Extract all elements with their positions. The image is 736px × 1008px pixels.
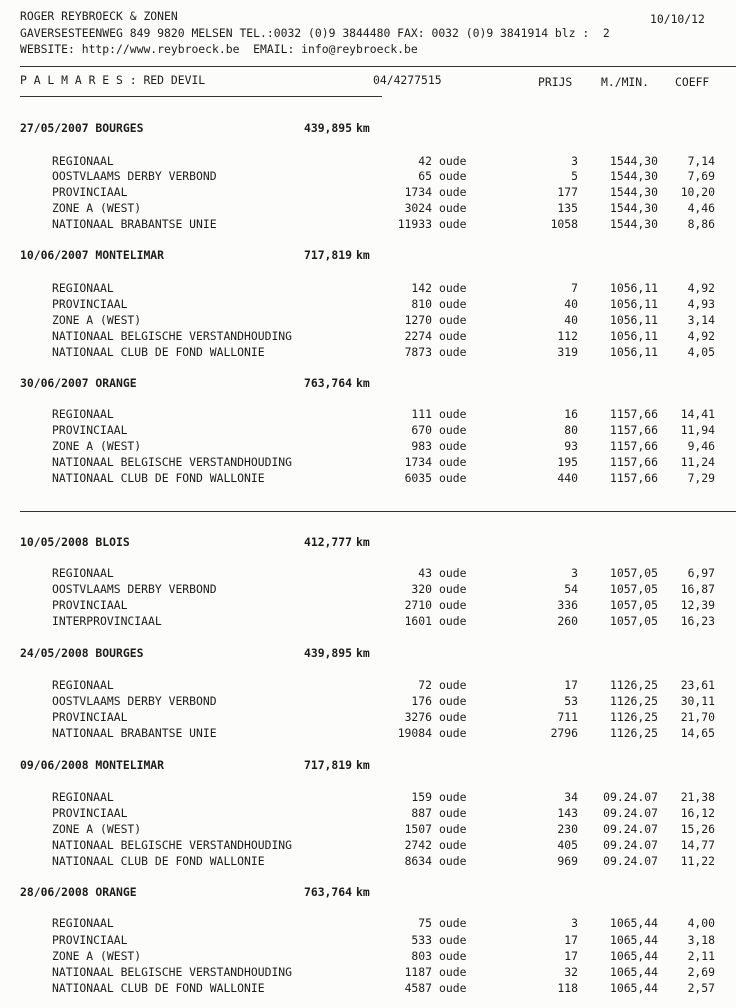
pigeon-count: 320 [411,582,432,596]
category-label: oude [439,981,467,995]
col-header-coeff: COEFF [675,75,710,89]
category-label: oude [439,582,467,596]
pigeon-count: 2274 [404,329,432,343]
table-row [0,581,736,597]
race-unit: km [356,535,370,549]
coefficient: 14,77 [680,838,715,852]
pigeon-count: 142 [411,281,432,295]
table-row [0,677,736,693]
speed-value: 1126,25 [609,726,658,740]
race-distance: 439,895 [303,121,352,135]
prize-rank: 7 [571,281,578,295]
table-row [0,613,736,629]
speed-value: 1057,05 [609,582,658,596]
speed-value: 1157,66 [609,455,658,469]
prize-rank: 118 [557,981,578,995]
table-row [0,915,736,931]
palmares-title: P A L M A R E S : RED DEVIL [20,73,206,87]
pigeon-count: 111 [411,407,432,421]
coefficient: 14,65 [680,726,715,740]
top-rule [20,66,736,67]
race-title: 09/06/2008 MONTELIMAR [20,758,165,772]
speed-value: 1056,11 [609,281,658,295]
pigeon-count: 11933 [397,217,432,231]
pigeon-count: 1187 [404,965,432,979]
race-unit: km [356,121,370,135]
category-label: oude [439,201,467,215]
coefficient: 3,18 [687,933,715,947]
category-label: oude [439,185,467,199]
speed-value: 1157,66 [609,439,658,453]
federation-name: PROVINCIAAL [52,933,128,947]
pigeon-count: 983 [411,439,432,453]
race-distance: 717,819 [303,248,352,262]
table-row [0,406,736,422]
pigeon-count: 533 [411,933,432,947]
prize-rank: 195 [557,455,578,469]
table-row [0,709,736,725]
federation-name: NATIONAAL BELGISCHE VERSTANDHOUDING [52,455,293,469]
coefficient: 3,14 [687,313,715,327]
coefficient: 7,29 [687,471,715,485]
coefficient: 4,92 [687,281,715,295]
speed-value: 1157,66 [609,423,658,437]
speed-value: 1056,11 [609,329,658,343]
prize-rank: 405 [557,838,578,852]
category-label: oude [439,169,467,183]
federation-name: NATIONAAL CLUB DE FOND WALLONIE [52,981,265,995]
federation-name: REGIONAAL [52,407,114,421]
prize-rank: 711 [557,710,578,724]
prize-rank: 3 [571,154,578,168]
table-row [0,200,736,216]
col-header-prijs: PRIJS [538,75,573,89]
federation-name: NATIONAAL CLUB DE FOND WALLONIE [52,345,265,359]
prize-rank: 135 [557,201,578,215]
coefficient: 4,00 [687,916,715,930]
category-label: oude [439,598,467,612]
speed-value: 1057,05 [609,614,658,628]
table-row [0,853,736,869]
coefficient: 12,39 [680,598,715,612]
race-title: 28/06/2008 ORANGE [20,885,137,899]
prize-rank: 177 [557,185,578,199]
speed-value: 1544,30 [609,217,658,231]
speed-value: 1057,05 [609,566,658,580]
speed-value: 09.24.07 [603,854,658,868]
category-label: oude [439,965,467,979]
category-label: oude [439,933,467,947]
year-separator [20,511,736,512]
table-row [0,328,736,344]
speed-value: 1544,30 [609,185,658,199]
federation-name: PROVINCIAAL [52,598,128,612]
federation-name: OOSTVLAAMS DERBY VERBOND [52,169,217,183]
table-row [0,565,736,581]
federation-name: PROVINCIAAL [52,710,128,724]
race-distance: 717,819 [303,758,352,772]
federation-name: REGIONAAL [52,281,114,295]
federation-name: NATIONAAL BELGISCHE VERSTANDHOUDING [52,329,293,343]
prize-rank: 93 [564,439,578,453]
table-row [0,597,736,613]
pigeon-count: 1734 [404,455,432,469]
coefficient: 16,23 [680,614,715,628]
prize-rank: 2796 [550,726,578,740]
table-row [0,184,736,200]
speed-value: 1126,25 [609,694,658,708]
category-label: oude [439,614,467,628]
federation-name: NATIONAAL CLUB DE FOND WALLONIE [52,471,265,485]
federation-name: REGIONAAL [52,916,114,930]
category-label: oude [439,790,467,804]
pigeon-count: 670 [411,423,432,437]
federation-name: NATIONAAL BRABANTSE UNIE [52,726,217,740]
col-header-speed: M./MIN. [601,75,650,89]
federation-name: NATIONAAL CLUB DE FOND WALLONIE [52,854,265,868]
table-row [0,964,736,980]
prize-rank: 260 [557,614,578,628]
prize-rank: 319 [557,345,578,359]
pigeon-count: 803 [411,949,432,963]
race-unit: km [356,376,370,390]
table-row [0,725,736,741]
speed-value: 1056,11 [609,345,658,359]
speed-value: 09.24.07 [603,822,658,836]
pigeon-count: 4587 [404,981,432,995]
federation-name: ZONE A (WEST) [52,313,142,327]
federation-name: ZONE A (WEST) [52,439,142,453]
pigeon-count: 159 [411,790,432,804]
coefficient: 7,14 [687,154,715,168]
table-row [0,168,736,184]
speed-value: 1157,66 [609,471,658,485]
pigeon-count: 75 [418,916,432,930]
category-label: oude [439,916,467,930]
speed-value: 09.24.07 [603,806,658,820]
speed-value: 1065,44 [609,916,658,930]
category-label: oude [439,854,467,868]
race-title: 10/05/2008 BLOIS [20,535,130,549]
address-line: GAVERSESTEENWEG 849 9820 MELSEN TEL.:0032 (0)9 3844480 FAX: 0032 (0)9 3841914 blz : 2 [20,26,610,40]
category-label: oude [439,726,467,740]
coefficient: 4,46 [687,201,715,215]
race-title: 10/06/2007 MONTELIMAR [20,248,165,262]
category-label: oude [439,439,467,453]
category-label: oude [439,407,467,421]
speed-value: 1544,30 [609,154,658,168]
prize-rank: 54 [564,582,578,596]
speed-value: 1157,66 [609,407,658,421]
table-row [0,470,736,486]
prize-rank: 80 [564,423,578,437]
table-row [0,932,736,948]
race-unit: km [356,248,370,262]
race-distance: 763,764 [303,885,352,899]
pigeon-count: 1507 [404,822,432,836]
pigeon-count: 887 [411,806,432,820]
coefficient: 11,94 [680,423,715,437]
pigeon-count: 19084 [397,726,432,740]
pigeon-count: 176 [411,694,432,708]
category-label: oude [439,566,467,580]
table-row [0,296,736,312]
coefficient: 21,70 [680,710,715,724]
speed-value: 1126,25 [609,678,658,692]
prize-rank: 34 [564,790,578,804]
speed-value: 1065,44 [609,965,658,979]
coefficient: 10,20 [680,185,715,199]
prize-rank: 969 [557,854,578,868]
speed-value: 1065,44 [609,949,658,963]
pigeon-count: 2742 [404,838,432,852]
prize-rank: 17 [564,949,578,963]
federation-name: PROVINCIAAL [52,297,128,311]
coefficient: 4,05 [687,345,715,359]
pigeon-count: 810 [411,297,432,311]
category-label: oude [439,281,467,295]
category-label: oude [439,297,467,311]
federation-name: ZONE A (WEST) [52,822,142,836]
coefficient: 6,97 [687,566,715,580]
speed-value: 1544,30 [609,169,658,183]
federation-name: OOSTVLAAMS DERBY VERBOND [52,582,217,596]
coefficient: 2,69 [687,965,715,979]
federation-name: REGIONAAL [52,678,114,692]
print-date: 10/10/12 [650,12,705,26]
table-row [0,948,736,964]
table-row [0,980,736,996]
category-label: oude [439,822,467,836]
coefficient: 23,61 [680,678,715,692]
federation-name: NATIONAAL BRABANTSE UNIE [52,217,217,231]
category-label: oude [439,423,467,437]
category-label: oude [439,313,467,327]
federation-name: PROVINCIAAL [52,423,128,437]
category-label: oude [439,455,467,469]
coefficient: 8,86 [687,217,715,231]
coefficient: 16,87 [680,582,715,596]
race-distance: 439,895 [303,646,352,660]
pigeon-count: 65 [418,169,432,183]
company-name: ROGER REYBROECK & ZONEN [20,9,178,23]
coefficient: 9,46 [687,439,715,453]
prize-rank: 336 [557,598,578,612]
category-label: oude [439,329,467,343]
coefficient: 14,41 [680,407,715,421]
category-label: oude [439,154,467,168]
speed-value: 1056,11 [609,313,658,327]
speed-value: 1057,05 [609,598,658,612]
prize-rank: 112 [557,329,578,343]
race-distance: 412,777 [303,535,352,549]
pigeon-count: 42 [418,154,432,168]
ring-number: 04/4277515 [373,73,442,87]
category-label: oude [439,345,467,359]
table-row [0,805,736,821]
coefficient: 4,92 [687,329,715,343]
speed-value: 09.24.07 [603,790,658,804]
coefficient: 15,26 [680,822,715,836]
table-row [0,216,736,232]
header-underline [20,96,382,97]
category-label: oude [439,678,467,692]
table-row [0,693,736,709]
category-label: oude [439,217,467,231]
pigeon-count: 1601 [404,614,432,628]
table-row [0,312,736,328]
prize-rank: 143 [557,806,578,820]
coefficient: 2,11 [687,949,715,963]
speed-value: 09.24.07 [603,838,658,852]
website-line: WEBSITE: http://www.reybroeck.be EMAIL: info@reybroeck.be [20,42,418,56]
race-title: 24/05/2008 BOURGES [20,646,144,660]
federation-name: PROVINCIAAL [52,185,128,199]
prize-rank: 53 [564,694,578,708]
table-row [0,438,736,454]
federation-name: NATIONAAL BELGISCHE VERSTANDHOUDING [52,838,293,852]
table-row [0,789,736,805]
federation-name: REGIONAAL [52,566,114,580]
table-row [0,422,736,438]
federation-name: REGIONAAL [52,154,114,168]
table-row [0,821,736,837]
coefficient: 2,57 [687,981,715,995]
race-unit: km [356,885,370,899]
pigeon-count: 6035 [404,471,432,485]
pigeon-count: 3024 [404,201,432,215]
federation-name: REGIONAAL [52,790,114,804]
federation-name: NATIONAAL BELGISCHE VERSTANDHOUDING [52,965,293,979]
speed-value: 1065,44 [609,933,658,947]
coefficient: 30,11 [680,694,715,708]
coefficient: 7,69 [687,169,715,183]
race-unit: km [356,646,370,660]
federation-name: OOSTVLAAMS DERBY VERBOND [52,694,217,708]
race-title: 27/05/2007 BOURGES [20,121,144,135]
prize-rank: 17 [564,678,578,692]
speed-value: 1126,25 [609,710,658,724]
race-distance: 763,764 [303,376,352,390]
prize-rank: 32 [564,965,578,979]
category-label: oude [439,806,467,820]
prize-rank: 5 [571,169,578,183]
category-label: oude [439,694,467,708]
prize-rank: 440 [557,471,578,485]
pigeon-count: 43 [418,566,432,580]
category-label: oude [439,710,467,724]
coefficient: 21,38 [680,790,715,804]
speed-value: 1544,30 [609,201,658,215]
table-row [0,837,736,853]
prize-rank: 40 [564,297,578,311]
prize-rank: 3 [571,916,578,930]
coefficient: 11,24 [680,455,715,469]
federation-name: INTERPROVINCIAAL [52,614,162,628]
race-title: 30/06/2007 ORANGE [20,376,137,390]
coefficient: 4,93 [687,297,715,311]
table-row [0,454,736,470]
coefficient: 11,22 [680,854,715,868]
table-row [0,153,736,169]
category-label: oude [439,838,467,852]
pigeon-count: 1734 [404,185,432,199]
race-unit: km [356,758,370,772]
pigeon-count: 8634 [404,854,432,868]
table-row [0,344,736,360]
federation-name: ZONE A (WEST) [52,201,142,215]
pigeon-count: 7873 [404,345,432,359]
prize-rank: 1058 [550,217,578,231]
prize-rank: 16 [564,407,578,421]
speed-value: 1065,44 [609,981,658,995]
prize-rank: 17 [564,933,578,947]
pigeon-count: 1270 [404,313,432,327]
pigeon-count: 72 [418,678,432,692]
prize-rank: 3 [571,566,578,580]
category-label: oude [439,471,467,485]
pigeon-count: 2710 [404,598,432,612]
prize-rank: 40 [564,313,578,327]
pigeon-count: 3276 [404,710,432,724]
federation-name: ZONE A (WEST) [52,949,142,963]
prize-rank: 230 [557,822,578,836]
federation-name: PROVINCIAAL [52,806,128,820]
speed-value: 1056,11 [609,297,658,311]
category-label: oude [439,949,467,963]
coefficient: 16,12 [680,806,715,820]
table-row [0,280,736,296]
